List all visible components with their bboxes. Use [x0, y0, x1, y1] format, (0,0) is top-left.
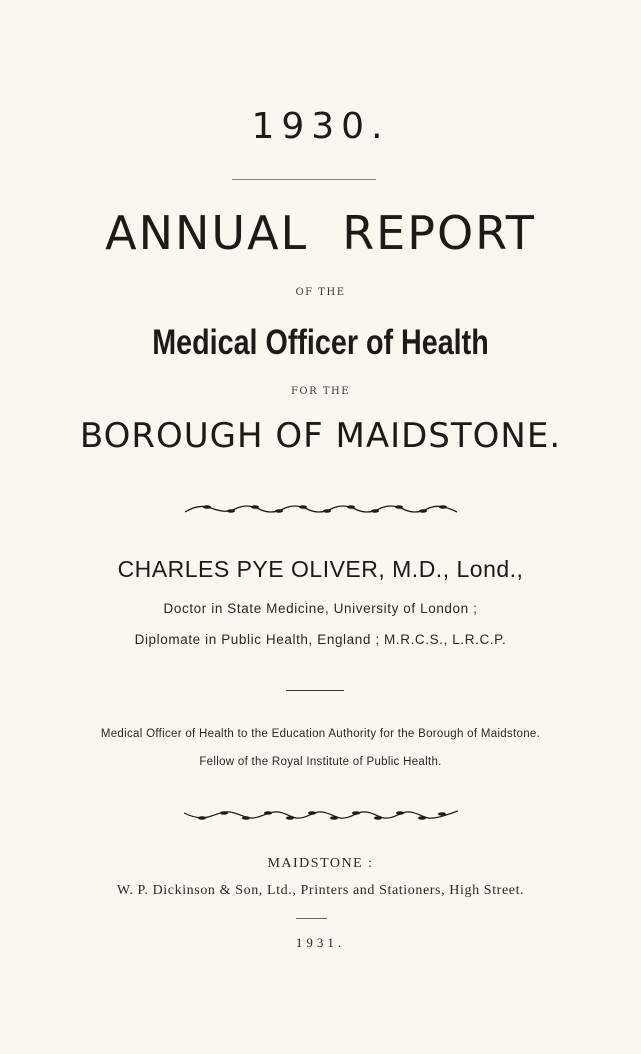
ornament-divider-2	[184, 809, 458, 823]
divider-rule-bottom	[296, 918, 327, 919]
divider-rule-top	[232, 179, 376, 180]
printer-imprint: W. P. Dickinson & Son, Ltd., Printers and Stationers, High Street.	[116, 883, 525, 898]
ornament-divider-1	[185, 502, 457, 516]
of-the-label: OF THE	[295, 287, 346, 298]
author-qualification-2: Diplomate in Public Health, England ; M.R.C.S., L.R.C.P.	[134, 632, 507, 647]
report-year: 1930.	[251, 106, 390, 147]
divider-rule-middle	[286, 690, 344, 691]
author-appointment-2: Fellow of the Royal Institute of Public Health.	[199, 756, 442, 768]
author-appointment-1: Medical Officer of Health to the Education Authority for the Borough of Maidstone.	[100, 728, 541, 740]
report-title-word-1: ANNUAL	[105, 206, 309, 260]
borough-title: BOROUGH OF MAIDSTONE.	[79, 416, 562, 456]
author-name: CHARLES PYE OLIVER, M.D., Lond.,	[117, 556, 524, 582]
report-title-word-2: REPORT	[342, 206, 536, 260]
author-qualification-1: Doctor in State Medicine, University of London ;	[163, 601, 478, 616]
report-title	[0, 206, 641, 260]
office-title: Medical Officer of Health	[152, 323, 489, 362]
publication-place: MAIDSTONE :	[267, 856, 374, 871]
for-the-label: FOR THE	[290, 386, 351, 397]
print-year: 1931.	[295, 935, 346, 950]
